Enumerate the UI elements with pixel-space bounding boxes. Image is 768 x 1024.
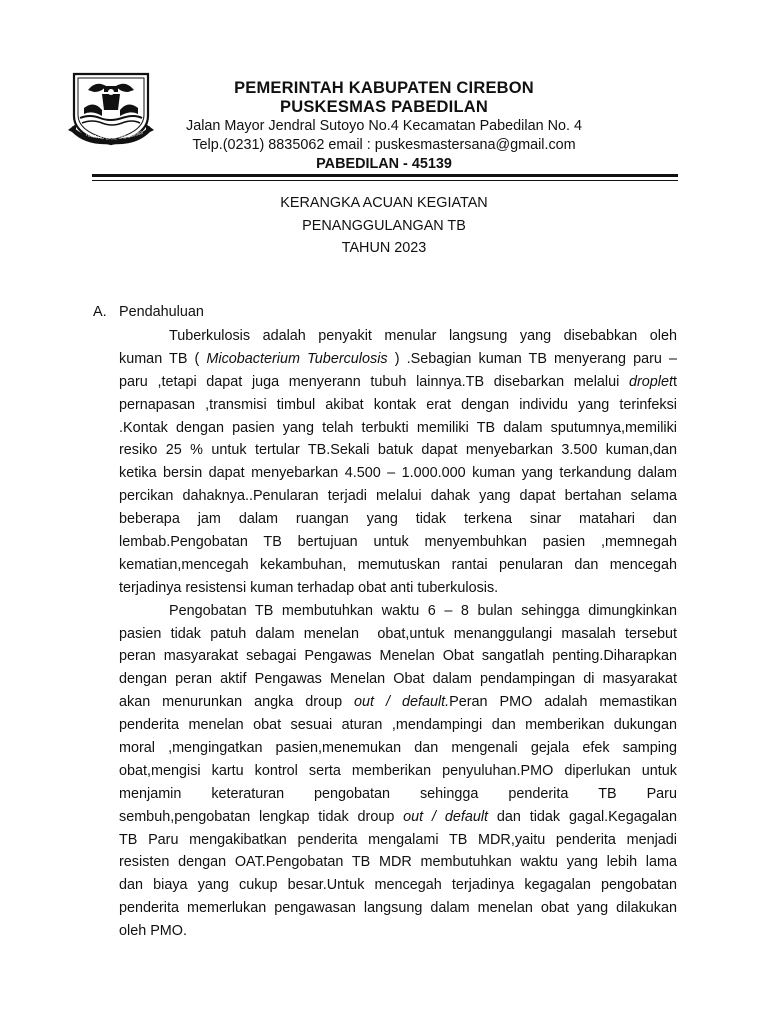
text-run: beberapa — [119, 511, 180, 528]
text-run: resisten dengan OAT.Pengobatan TB MDR membutuhkan waktu yang lebih lama — [119, 854, 677, 871]
text-run: sembuh,pengobatan lengkap tidak droup — [119, 808, 404, 825]
text-run: dan tidak gagal.Kegagalan — [488, 808, 677, 825]
emblem-motto: TOHA HO DARE SAS ODANG — [84, 129, 144, 141]
text-run: disebabkan — [563, 328, 638, 344]
institution-contact: Telp.(0231) 8835062 email : puskesmastersana@gmail.com — [192, 137, 576, 153]
body-line — [119, 508, 677, 531]
letterhead — [150, 79, 618, 173]
text-run: Peran PMO adalah memastikan — [449, 694, 677, 711]
text-run: tidak — [415, 511, 447, 528]
body-line — [119, 439, 677, 462]
body-line — [119, 462, 677, 485]
institution-name: PUSKESMAS PABEDILAN — [280, 98, 488, 116]
text-run: peran masyarakat sebagai Pengawas Menelan Obat sangatlah penting.Diharapkan — [119, 648, 677, 665]
section-title: Pendahuluan — [119, 304, 204, 320]
body-line — [119, 325, 677, 348]
letterhead-divider-thick — [92, 174, 678, 177]
text-run: paru ,tetapi dapat juga menyerann tubuh lainnya.TB disebarkan melalui — [119, 373, 629, 390]
text-run: yang — [366, 511, 398, 528]
body-line — [119, 348, 677, 371]
title-line-1: KERANGKA ACUAN KEGIATAN — [280, 195, 488, 211]
body-line — [119, 371, 677, 394]
text-run: Pengobatan TB membutuhkan waktu 6 – 8 bulan sehingga dimungkinkan — [169, 602, 677, 619]
text-run: langsung — [448, 328, 508, 344]
institution-address: Jalan Mayor Jendral Sutoyo No.4 Kecamatan Pabedilan No. 4 — [186, 118, 582, 134]
text-run: penderita memerlukan pengawasan langsung dalam menelan obat yang dilakukan — [119, 900, 677, 917]
government-name: PEMERINTAH KABUPATEN CIREBON — [234, 79, 534, 97]
text-run: yang — [519, 328, 552, 344]
title-line-2: PENANGGULANGAN TB — [302, 217, 466, 234]
paragraph — [119, 325, 677, 600]
text-run: dengan peran aktif Pengawas Menelan Obat dalam pendampingan di masyarakat — [119, 671, 677, 688]
text-run: akan menurunkan angka droup — [119, 694, 355, 711]
text-run: jam — [197, 511, 221, 528]
text-run: kuman TB ( — [119, 350, 207, 367]
section-heading — [93, 302, 204, 322]
document-body — [119, 325, 677, 943]
text-run: kematian,mencegah kekambuhan, memutuskan rantai penularan dan mencegah — [119, 556, 677, 573]
body-line — [119, 645, 677, 668]
body-line — [119, 897, 677, 920]
body-line — [119, 623, 677, 646]
text-run: penderita — [508, 785, 569, 802]
text-run: oleh PMO. — [119, 923, 187, 940]
text-run: terkena — [464, 511, 513, 528]
body-line — [119, 737, 677, 760]
text-run: resiko 25 % untuk tertular TB.Sekali batuk dapat menyebarkan 3.500 kuman,dan — [119, 442, 677, 459]
body-line — [119, 485, 677, 508]
body-line — [119, 760, 677, 783]
text-run: oleh — [649, 328, 677, 344]
text-run: adalah — [262, 328, 306, 344]
text-run: menular — [384, 328, 437, 344]
paragraph — [119, 600, 677, 943]
text-run: percikan dahaknya..Penularan terjadi melalui dahak yang dapat bertahan selama — [119, 488, 677, 505]
text-run: Tuberkulosis — [169, 328, 251, 344]
text-run: Paru — [646, 785, 677, 802]
text-run: pernapasan ,transmisi timbul akibat kontak erat dengan individu yang terinfeksi — [119, 396, 677, 413]
text-run: menjamin — [119, 785, 182, 802]
text-run: TB Paru mengakibatkan penderita mengalami TB MDR,yaitu penderita menjadi — [119, 831, 677, 848]
body-line — [119, 394, 677, 417]
text-run: ) .Sebagian kuman TB menyerang paru – — [387, 350, 677, 367]
cirebon-regency-emblem — [66, 70, 156, 146]
text-run: dalam — [238, 511, 279, 528]
text-run: pasien tidak patuh dalam menelan obat,untuk menanggulangi masalah tersebut — [119, 625, 677, 642]
text-run: ruangan — [295, 511, 349, 528]
body-line — [119, 577, 677, 600]
italic-term: out / default. — [354, 694, 450, 711]
section-letter: A. — [93, 304, 107, 320]
body-line — [119, 691, 677, 714]
body-line — [119, 554, 677, 577]
text-run: moral ,mengingatkan pasien,menemukan dan mengenali gejala efek samping — [119, 740, 677, 757]
body-line — [119, 851, 677, 874]
body-line — [119, 783, 677, 806]
text-run: dan — [652, 511, 677, 528]
body-line — [119, 600, 677, 623]
body-line — [119, 829, 677, 852]
body-line — [119, 920, 677, 943]
emblem-icon — [66, 70, 156, 146]
text-run: terjadinya resistensi kuman terhadap obat anti tuberkulosis. — [119, 579, 499, 596]
body-line — [119, 806, 677, 829]
text-run: keteraturan — [211, 785, 285, 802]
document-title — [0, 192, 768, 260]
text-run: obat,mengisi kartu kontrol serta memberikan penyuluhan.PMO diperlukan untuk — [119, 762, 677, 779]
text-run: ketika bersin dapat menyebarkan 4.500 – 1.000.000 kuman yang terkandung dalam — [119, 465, 677, 482]
body-line — [119, 874, 677, 897]
text-run: dan biaya yang cukup besar.Untuk mencegah terjadinya kegagalan pengobatan — [119, 877, 677, 894]
body-line — [119, 714, 677, 737]
letterhead-divider-thin — [92, 180, 678, 181]
text-run: lembab.Pengobatan TB bertujuan untuk menyembuhkan pasien ,memnegah — [119, 534, 677, 551]
italic-term: out / default — [403, 808, 489, 825]
body-line — [119, 417, 677, 440]
body-line — [119, 531, 677, 554]
text-run: TB — [598, 785, 617, 802]
text-run: penderita menelan obat sesuai aturan ,mendampingi dan memberikan dukungan — [119, 717, 677, 734]
text-run: sinar — [529, 511, 562, 528]
title-line-3: TAHUN 2023 — [341, 240, 427, 256]
italic-term: Micobacterium Tuberculosis — [206, 350, 388, 367]
text-run: matahari — [579, 511, 636, 528]
institution-postal: PABEDILAN - 45139 — [316, 156, 452, 172]
text-run: sehingga — [419, 785, 479, 802]
text-run: pengobatan — [314, 785, 391, 802]
body-line — [119, 668, 677, 691]
text-run: t — [673, 373, 677, 390]
text-run: penyakit — [318, 328, 372, 344]
italic-term: droplet — [628, 373, 673, 390]
text-run: .Kontak dengan pasien yang telah terbukti memiliki TB dalam sputumnya,memiliki — [119, 419, 677, 436]
